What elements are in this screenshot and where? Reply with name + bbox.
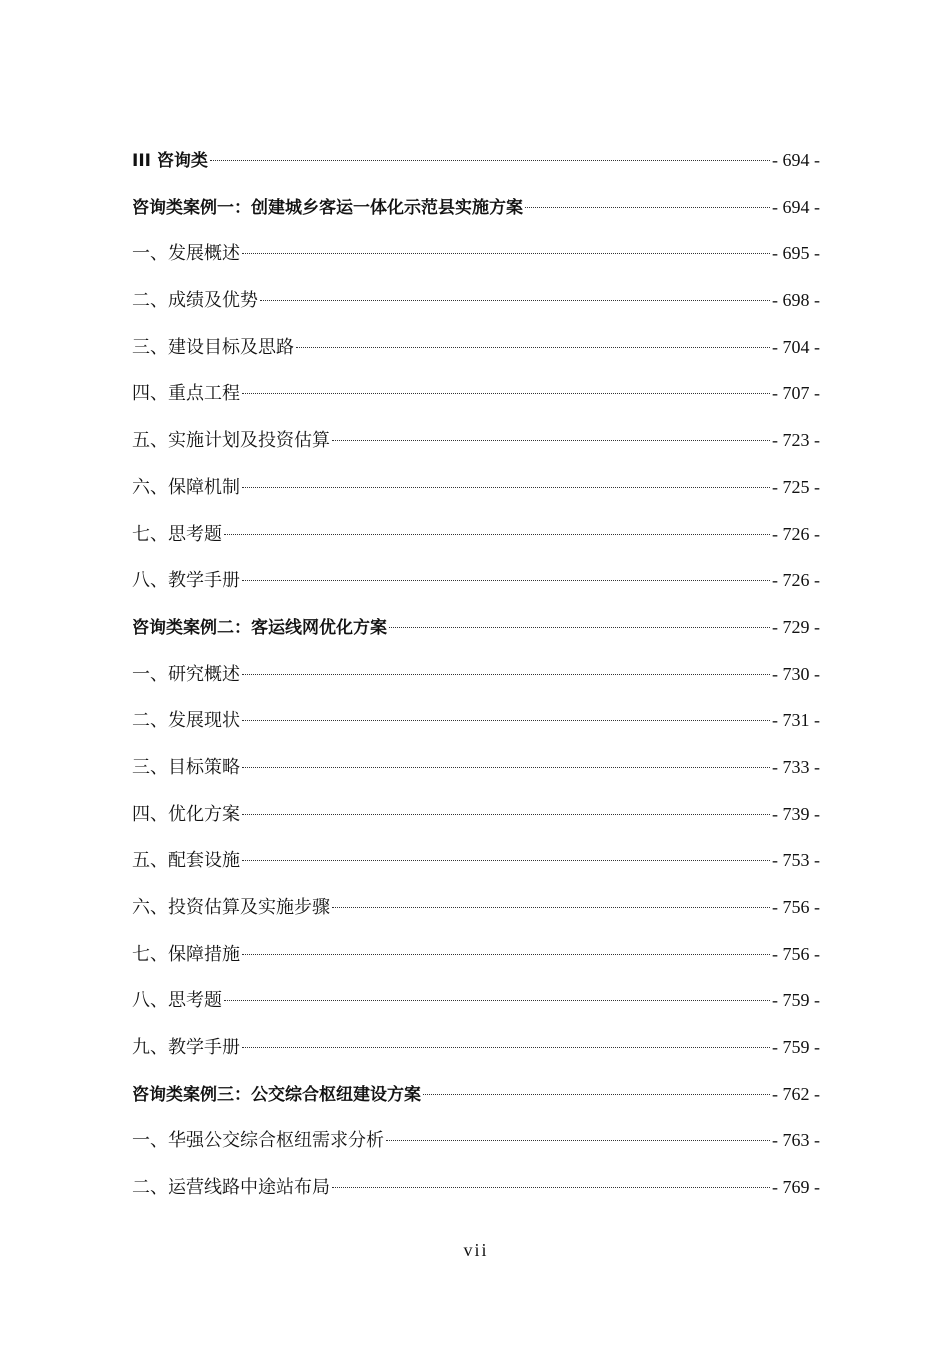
toc-entry-title: 咨询类案例二：客运线网优化方案 xyxy=(132,617,387,638)
toc-dot-leader xyxy=(386,1140,770,1141)
toc-entry[interactable] xyxy=(132,1027,820,1074)
toc-dot-leader xyxy=(242,814,770,815)
toc-entry-title: 三、目标策略 xyxy=(132,756,240,778)
toc-dot-leader xyxy=(242,487,770,488)
toc-entry-title: 咨询类案例三：公交综合枢纽建设方案 xyxy=(132,1084,421,1105)
toc-dot-leader xyxy=(332,1187,770,1188)
toc-dot-leader xyxy=(242,767,770,768)
toc-entry-page: - 726 - xyxy=(772,523,820,544)
toc-entry-title: 七、保障措施 xyxy=(132,943,240,965)
toc-entry-title: 六、保障机制 xyxy=(132,476,240,498)
toc-dot-leader xyxy=(242,580,770,581)
toc-entry-page: - 694 - xyxy=(772,196,820,217)
toc-entry-title: 九、教学手册 xyxy=(132,1037,240,1059)
toc-entry-title: 咨询类案例一：创建城乡客运一体化示范县实施方案 xyxy=(132,197,523,218)
toc-dot-leader xyxy=(296,347,770,348)
toc-dot-leader xyxy=(242,253,770,254)
toc-entry[interactable] xyxy=(132,1120,820,1167)
toc-entry-title: 一、华强公交综合枢纽需求分析 xyxy=(132,1130,384,1152)
toc-dot-leader xyxy=(242,1047,770,1048)
toc-entry-page: - 763 - xyxy=(772,1130,820,1151)
toc-entry-page: - 695 - xyxy=(772,243,820,264)
toc-entry-page: - 731 - xyxy=(772,710,820,731)
toc-entry[interactable] xyxy=(132,700,820,747)
toc-dot-leader xyxy=(260,300,770,301)
toc-entry[interactable] xyxy=(132,233,820,280)
toc-entry-page: - 729 - xyxy=(772,616,820,637)
toc-section-entry[interactable] xyxy=(132,187,820,234)
toc-entry-page: - 707 - xyxy=(772,383,820,404)
toc-entry-title: 二、成绩及优势 xyxy=(132,290,258,312)
page-number: vii xyxy=(463,1240,489,1260)
toc-dot-leader xyxy=(423,1094,770,1095)
toc-entry-page: - 704 - xyxy=(772,336,820,357)
toc-entry-title: 四、重点工程 xyxy=(132,383,240,405)
toc-entry[interactable] xyxy=(132,514,820,561)
toc-dot-leader xyxy=(242,720,770,721)
toc-entry[interactable] xyxy=(132,1167,820,1214)
toc-entry-title: 四、优化方案 xyxy=(132,803,240,825)
toc-entry-page: - 756 - xyxy=(772,897,820,917)
toc-entry[interactable] xyxy=(132,840,820,887)
toc-dot-leader xyxy=(242,954,770,955)
toc-entry-title: 一、研究概述 xyxy=(132,663,240,685)
toc-entry-title: 二、运营线路中途站布局 xyxy=(132,1177,330,1199)
toc-entry-page: - 723 - xyxy=(772,430,820,451)
toc-entry[interactable] xyxy=(132,794,820,841)
toc-entry-page: - 726 - xyxy=(772,570,820,591)
toc-dot-leader xyxy=(332,907,770,908)
toc-entry-page: - 762 - xyxy=(772,1083,820,1104)
toc-entry-page: - 698 - xyxy=(772,290,820,311)
toc-dot-leader xyxy=(210,160,770,161)
toc-dot-leader xyxy=(389,627,770,628)
toc-section-entry[interactable] xyxy=(132,1074,820,1121)
toc-dot-leader xyxy=(525,207,770,208)
toc-entry-page: - 753 - xyxy=(772,850,820,871)
toc-entry-title: 二、发展现状 xyxy=(132,710,240,732)
toc-entry[interactable] xyxy=(132,280,820,327)
toc-entry-title: 七、思考题 xyxy=(132,523,222,545)
toc-entry-page: - 759 - xyxy=(772,1037,820,1058)
toc-dot-leader xyxy=(224,1000,770,1001)
table-of-contents xyxy=(132,140,820,1214)
toc-entry-page: - 694 - xyxy=(772,150,820,170)
toc-entry-page: - 730 - xyxy=(772,663,820,684)
toc-entry[interactable] xyxy=(132,654,820,701)
toc-entry[interactable] xyxy=(132,467,820,514)
toc-dot-leader xyxy=(242,393,770,394)
toc-section-entry[interactable] xyxy=(132,607,820,654)
toc-entry[interactable] xyxy=(132,560,820,607)
toc-dot-leader xyxy=(332,440,770,441)
toc-entry-title: 一、发展概述 xyxy=(132,243,240,265)
toc-entry-page: - 759 - xyxy=(772,990,820,1011)
toc-entry-title: 六、投资估算及实施步骤 xyxy=(132,897,330,918)
toc-entry[interactable] xyxy=(132,934,820,981)
toc-entry-title: 三、建设目标及思路 xyxy=(132,336,294,358)
toc-entry-title: III 咨询类 xyxy=(132,151,208,171)
toc-entry-title: 八、教学手册 xyxy=(132,570,240,592)
toc-entry-page: - 756 - xyxy=(772,943,820,964)
toc-section-entry[interactable] xyxy=(132,140,820,187)
toc-entry[interactable] xyxy=(132,887,820,934)
toc-entry[interactable] xyxy=(132,373,820,420)
toc-entry[interactable] xyxy=(132,327,820,374)
toc-entry[interactable] xyxy=(132,980,820,1027)
toc-entry-page: - 733 - xyxy=(772,756,820,777)
toc-entry-page: - 769 - xyxy=(772,1177,820,1198)
toc-entry[interactable] xyxy=(132,747,820,794)
toc-entry-page: - 725 - xyxy=(772,476,820,497)
toc-entry-title: 五、实施计划及投资估算 xyxy=(132,430,330,452)
toc-dot-leader xyxy=(242,860,770,861)
toc-entry-title: 五、配套设施 xyxy=(132,850,240,872)
toc-entry-title: 八、思考题 xyxy=(132,990,222,1012)
toc-dot-leader xyxy=(224,534,770,535)
toc-dot-leader xyxy=(242,674,770,675)
toc-entry[interactable] xyxy=(132,420,820,467)
toc-entry-page: - 739 - xyxy=(772,803,820,824)
